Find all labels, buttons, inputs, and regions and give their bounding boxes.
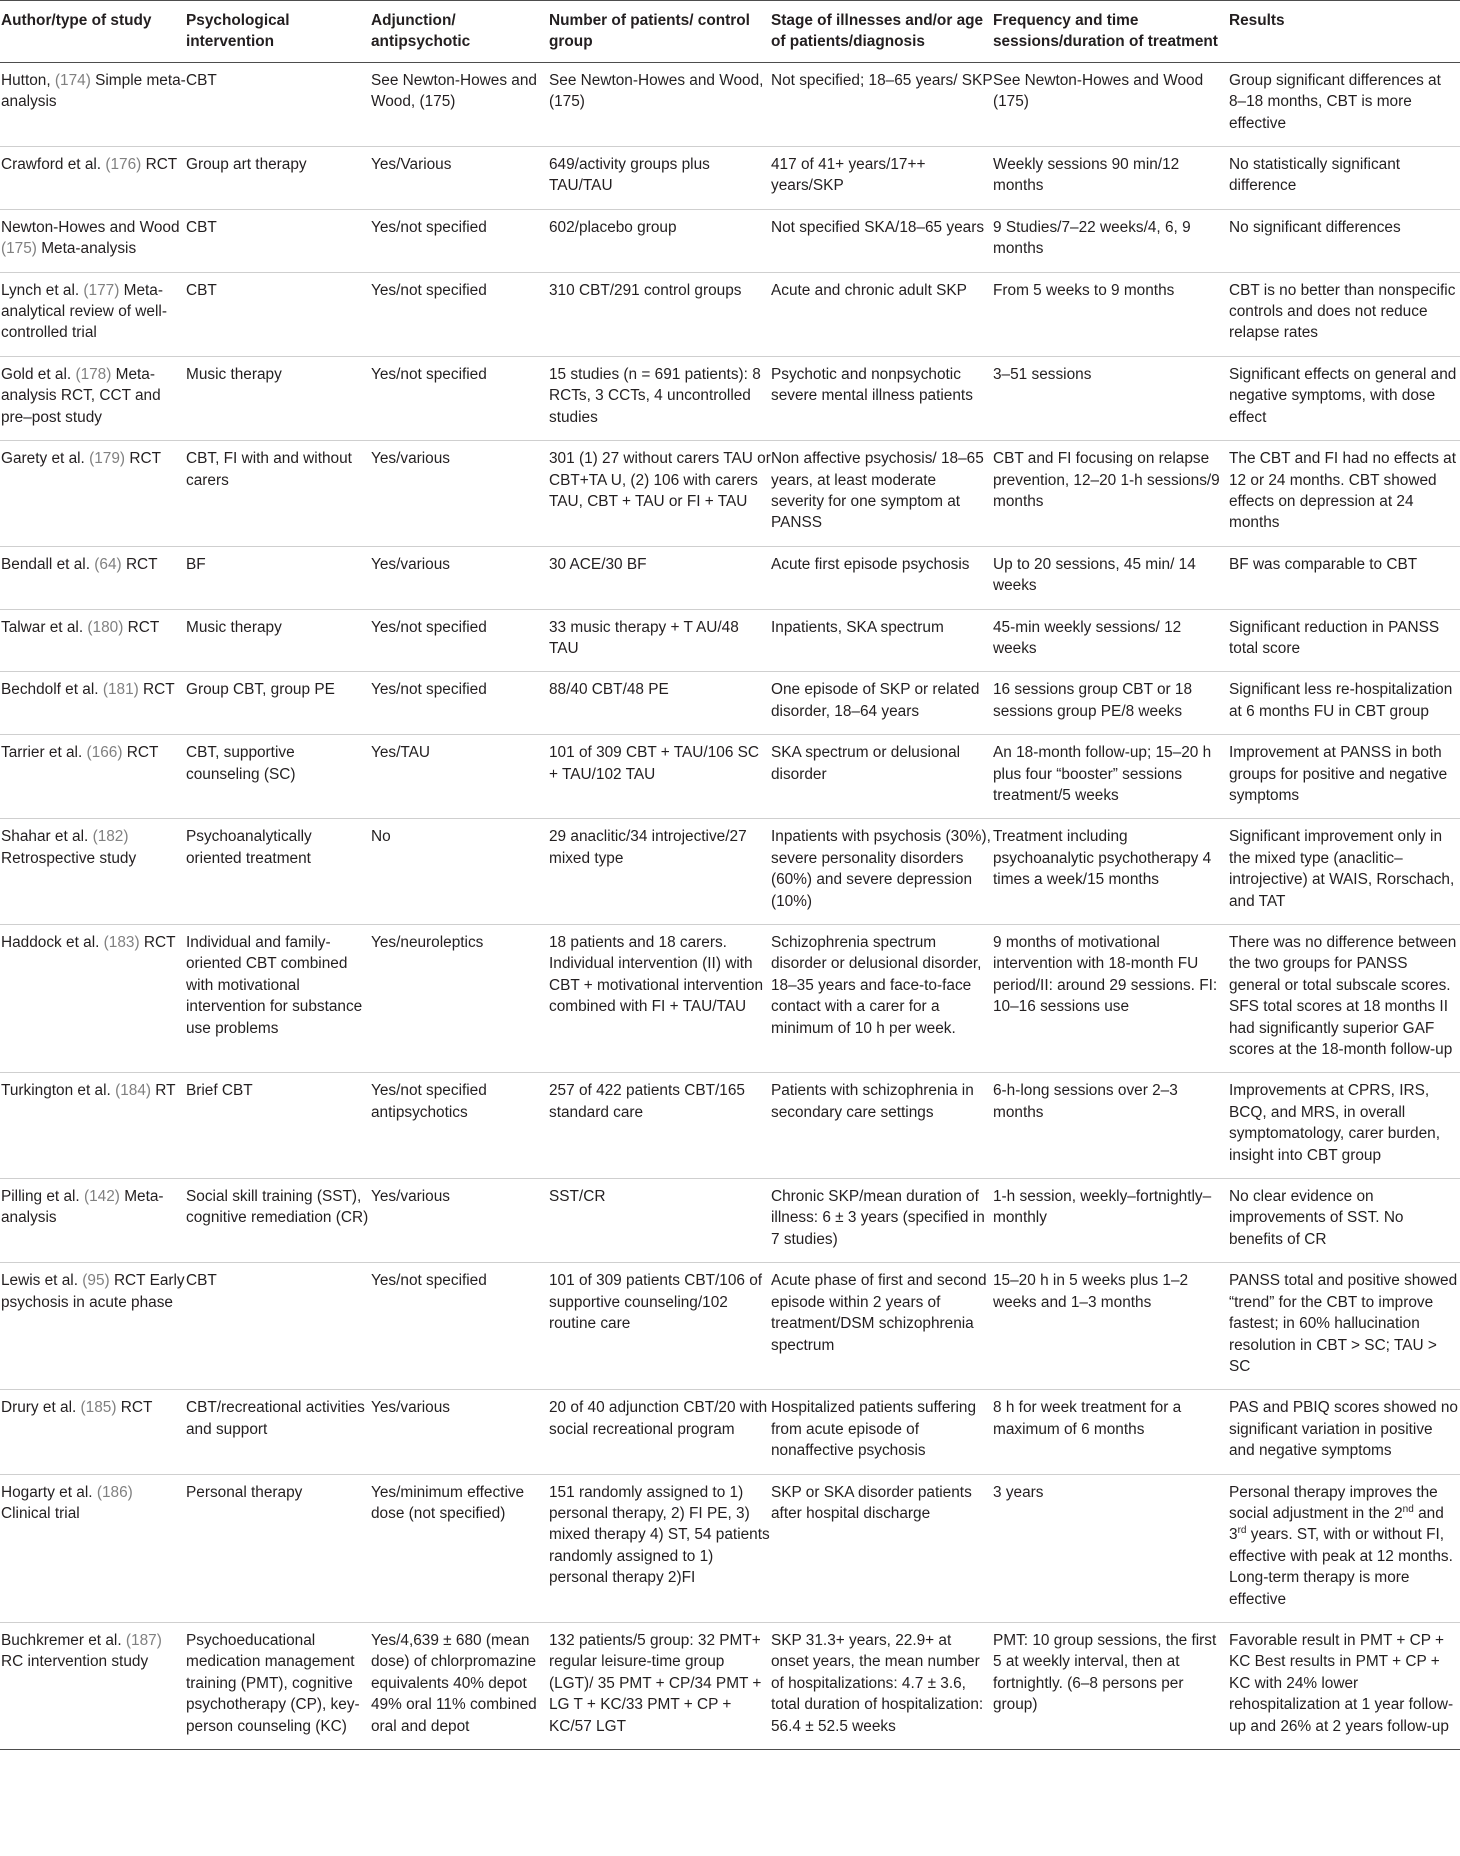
- cell-author: [0, 546, 186, 609]
- study-type: RCT: [145, 156, 178, 174]
- cell-results: [1229, 1474, 1460, 1622]
- cell-results: Significant improvement only in the mixed type (anaclitic–introjective) at WAIS, Rorschach, and TAT: [1229, 828, 1455, 910]
- cell-adjunction: Yes/4,639 ± 680 (mean dose) of chlorpromazine equivalents 40% depot 49% oral 11% combined oral and depot: [371, 1631, 537, 1735]
- table-row: [0, 609, 1460, 672]
- cell-results: CBT is no better than nonspecific controls and does not reduce relapse rates: [1229, 281, 1456, 342]
- study-type: RCT: [129, 450, 161, 468]
- cell-intervention: Music therapy: [186, 618, 282, 636]
- cell-patients: 602/placebo group: [549, 218, 677, 236]
- cell-author: [0, 62, 186, 146]
- header-results: Results: [1229, 12, 1285, 29]
- cell-patients: 18 patients and 18 carers. Individual intervention (II) with CBT + motivational intervention combined with FI + TAU/TAU: [549, 934, 764, 1016]
- table-row: [0, 441, 1460, 547]
- cell-author: [0, 609, 186, 672]
- cell-intervention: Social skill training (SST), cognitive remediation (CR): [186, 1188, 369, 1227]
- cell-frequency: 9 months of motivational intervention with 18-month FU period/II: around 29 sessions. FI: 10–16 sessions use: [993, 934, 1218, 1016]
- cell-intervention: Individual and family-oriented CBT combined with motivational intervention for substance use problems: [186, 934, 363, 1037]
- cell-adjunction: Yes/not specified: [371, 681, 487, 699]
- cell-adjunction: No: [371, 828, 391, 846]
- cell-results: Improvement at PANSS in both groups for positive and negative symptoms: [1229, 744, 1448, 804]
- cell-patients: 101 of 309 CBT + TAU/106 SC + TAU/102 TAU: [549, 744, 760, 783]
- reference-number: (174): [54, 71, 91, 89]
- cell-stage: Psychotic and nonpsychotic severe mental illness patients: [771, 365, 973, 405]
- study-type: Meta-analysis RCT, CCT and pre–post study: [1, 365, 161, 426]
- author-name: Hogarty et al.: [1, 1483, 93, 1501]
- results-text: years. ST, with or without FI, effective with peak at 12 months. Long-term therapy is more effective: [1229, 1526, 1453, 1608]
- cell-stage: SKA spectrum or delusional disorder: [771, 744, 961, 783]
- cell-author: [0, 1390, 186, 1474]
- cell-author: [0, 272, 186, 356]
- table-row: [0, 1390, 1460, 1474]
- cell-adjunction: Yes/not specified: [371, 281, 487, 299]
- cell-results: Significant less re-hospitalization at 6 months FU in CBT group: [1229, 681, 1453, 720]
- header-adjunction: Adjunction/ antipsychotic: [371, 12, 471, 51]
- cell-frequency: 8 h for week treatment for a maximum of 6 months: [993, 1399, 1182, 1438]
- cell-results: Group significant differences at 8–18 months, CBT is more effective: [1229, 71, 1441, 132]
- author-name: Bendall et al.: [1, 555, 90, 573]
- cell-stage: Schizophrenia spectrum disorder or delusional disorder, 18–35 years and face-to-face contact with a carer for a minimum of 10 h per week.: [771, 934, 982, 1037]
- cell-results: Improvements at CPRS, IRS, BCQ, and MRS, in overall symptomatology, carer burden, insight into CBT group: [1229, 1082, 1441, 1164]
- cell-frequency: 3–51 sessions: [993, 365, 1092, 383]
- cell-results: No clear evidence on improvements of SST. No benefits of CR: [1229, 1188, 1404, 1248]
- cell-frequency: Treatment including psychoanalytic psychotherapy 4 times a week/15 months: [993, 828, 1212, 889]
- author-name: Tarrier et al.: [1, 744, 83, 762]
- cell-stage: SKP or SKA disorder patients after hospital discharge: [771, 1483, 972, 1522]
- reference-number: (180): [87, 618, 124, 636]
- cell-intervention: CBT, FI with and without carers: [186, 450, 352, 489]
- cell-intervention: Psychoanalytically oriented treatment: [186, 828, 312, 867]
- study-type: RCT: [143, 934, 176, 951]
- cell-stage: Not specified SKA/18–65 years: [771, 218, 985, 236]
- cell-frequency: PMT: 10 group sessions, the first 5 at weekly interval, then at fortnightly. (6–8 persons per group): [993, 1631, 1217, 1714]
- cell-author: [0, 147, 186, 210]
- table-row: [0, 819, 1460, 925]
- cell-frequency: 3 years: [993, 1483, 1044, 1501]
- author-name: Turkington et al.: [1, 1082, 111, 1100]
- reference-number: (187): [125, 1631, 162, 1649]
- header-author: Author/type of study: [1, 12, 152, 29]
- reference-number: (184): [115, 1082, 152, 1100]
- cell-results: PAS and PBIQ scores showed no significant variation in positive and negative symptoms: [1229, 1399, 1458, 1460]
- cell-frequency: An 18-month follow-up; 15–20 h plus four “booster” sessions treatment/5 weeks: [993, 744, 1212, 804]
- cell-stage: Acute first episode psychosis: [771, 555, 970, 573]
- author-name: Drury et al.: [1, 1399, 77, 1417]
- table-row: [0, 62, 1460, 146]
- cell-results: Significant reduction in PANSS total score: [1229, 618, 1440, 657]
- reference-number: (181): [102, 681, 139, 699]
- cell-adjunction: Yes/minimum effective dose (not specified): [371, 1483, 525, 1522]
- author-name: Haddock et al.: [1, 934, 100, 951]
- cell-adjunction: Yes/not specified: [371, 365, 487, 383]
- cell-intervention: CBT: [186, 218, 217, 236]
- cell-frequency: 6-h-long sessions over 2–3 months: [993, 1082, 1178, 1121]
- cell-author: [0, 209, 186, 272]
- header-row: [0, 1, 1460, 63]
- cell-adjunction: Yes/Various: [371, 156, 452, 174]
- cell-patients: 301 (1) 27 without carers TAU or CBT+TA U, (2) 106 with carers TAU, CBT + TAU or FI + TAU: [549, 450, 771, 510]
- cell-frequency: 16 sessions group CBT or 18 sessions group PE/8 weeks: [993, 681, 1193, 720]
- cell-intervention: CBT, supportive counseling (SC): [186, 744, 296, 783]
- reference-number: (177): [83, 281, 120, 299]
- cell-frequency: CBT and FI focusing on relapse prevention, 12–20 1-h sessions/9 months: [993, 450, 1220, 510]
- cell-intervention: Music therapy: [186, 365, 282, 383]
- cell-intervention: CBT: [186, 71, 217, 89]
- study-type: Meta-analysis: [41, 240, 137, 258]
- cell-author: [0, 925, 186, 1073]
- cell-intervention: BF: [186, 555, 206, 573]
- table-row: [0, 1179, 1460, 1263]
- cell-author: [0, 819, 186, 925]
- cell-frequency: 1-h session, weekly–fortnightly–monthly: [993, 1188, 1212, 1227]
- cell-frequency: From 5 weeks to 9 months: [993, 281, 1175, 299]
- table-row: [0, 209, 1460, 272]
- cell-author: [0, 672, 186, 735]
- author-name: Newton-Howes and Wood: [1, 218, 180, 236]
- cell-results: Favorable result in PMT + CP + KC Best results in PMT + CP + KC with 24% lower rehospitalization at 1 year follow-up and 26% at 2 years follow-up: [1229, 1631, 1454, 1735]
- cell-author: [0, 1073, 186, 1179]
- ordinal-suffix: rd: [1237, 1525, 1247, 1537]
- header-frequency: Frequency and time sessions/duration of treatment: [993, 12, 1218, 51]
- cell-intervention: Psychoeducational medication management training (PMT), cognitive psychotherapy (CP), key-person counseling (KC): [186, 1631, 360, 1735]
- cell-patients: 257 of 422 patients CBT/165 standard care: [549, 1082, 745, 1121]
- cell-patients: 649/activity groups plus TAU/TAU: [549, 156, 710, 195]
- cell-results: No statistically significant difference: [1229, 156, 1401, 195]
- cell-patients: 151 randomly assigned to 1) personal therapy, 2) FI PE, 3) mixed therapy 4) ST, 54 patients randomly assigned to 1) personal therapy 2)FI: [549, 1483, 770, 1587]
- results-text: and 3: [1229, 1504, 1444, 1544]
- cell-stage: Inpatients with psychosis (30%), severe personality disorders (60%) and severe depression (10%): [771, 828, 991, 910]
- cell-stage: Acute phase of first and second episode within 2 years of treatment/DSM schizophrenia spectrum: [771, 1272, 987, 1354]
- cell-intervention: Group art therapy: [186, 156, 307, 174]
- cell-frequency: 9 Studies/7–22 weeks/4, 6, 9 months: [993, 218, 1191, 258]
- cell-stage: Not specified; 18–65 years/ SKP: [771, 71, 993, 89]
- table-row: [0, 925, 1460, 1073]
- cell-adjunction: Yes/various: [371, 1188, 450, 1206]
- cell-intervention: CBT/recreational activities and support: [186, 1399, 365, 1438]
- table-header: [0, 1, 1460, 63]
- reference-number: (176): [105, 156, 142, 174]
- cell-intervention: CBT: [186, 1272, 217, 1290]
- table-row: [0, 1622, 1460, 1749]
- header-stage: Stage of illnesses and/or age of patients/diagnosis: [771, 12, 984, 51]
- cell-stage: Patients with schizophrenia in secondary care settings: [771, 1082, 974, 1121]
- author-name: Talwar et al.: [1, 618, 84, 636]
- ordinal-suffix: nd: [1402, 1503, 1414, 1515]
- results-text: Personal therapy improves the social adjustment in the 2: [1229, 1483, 1438, 1522]
- cell-stage: Acute and chronic adult SKP: [771, 281, 967, 299]
- cell-patients: SST/CR: [549, 1188, 606, 1206]
- study-type: RCT: [120, 1399, 153, 1417]
- cell-intervention: CBT: [186, 281, 217, 299]
- cell-intervention: Group CBT, group PE: [186, 681, 335, 699]
- cell-patients: 33 music therapy + T AU/48 TAU: [549, 618, 739, 657]
- cell-results: There was no difference between the two groups for PANSS general or total subscale scores. SFS total scores at 18 months II had significantly superior GAF scores at the 18-month follow-up: [1229, 934, 1457, 1059]
- cell-stage: One episode of SKP or related disorder, 18–64 years: [771, 681, 980, 720]
- cell-frequency: 45-min weekly sessions/ 12 weeks: [993, 618, 1182, 657]
- reference-number: (178): [75, 365, 112, 383]
- cell-patients: 132 patients/5 group: 32 PMT+ regular leisure-time group (LGT)/ 35 PMT + CP/34 PMT + LG T + KC/33 PMT + CP + KC/57 LGT: [549, 1631, 762, 1735]
- cell-stage: Chronic SKP/mean duration of illness: 6 ± 3 years (specified in 7 studies): [771, 1188, 985, 1248]
- author-name: Pilling et al.: [1, 1188, 80, 1206]
- table-body: [0, 62, 1460, 1749]
- cell-results: No significant differences: [1229, 218, 1401, 236]
- study-type: RCT: [125, 555, 158, 573]
- reference-number: (175): [1, 240, 37, 258]
- study-type: RT: [155, 1082, 176, 1100]
- reference-number: (183): [103, 934, 140, 951]
- table-row: [0, 1263, 1460, 1390]
- table-row: [0, 356, 1460, 440]
- cell-stage: Non affective psychosis/ 18–65 years, at least moderate severity for one symptom at PANSS: [771, 450, 984, 532]
- cell-intervention: Brief CBT: [186, 1082, 253, 1100]
- reference-number: (186): [96, 1483, 133, 1501]
- author-name: Bechdolf et al.: [1, 681, 99, 699]
- cell-patients: 101 of 309 patients CBT/106 of supportive counseling/102 routine care: [549, 1272, 763, 1333]
- reference-number: (179): [89, 450, 126, 468]
- cell-author: [0, 1263, 186, 1390]
- cell-patients: 310 CBT/291 control groups: [549, 281, 742, 299]
- cell-stage: Hospitalized patients suffering from acute episode of nonaffective psychosis: [771, 1399, 977, 1460]
- reference-number: (64): [94, 555, 122, 573]
- cell-results: BF was comparable to CBT: [1229, 555, 1418, 573]
- cell-frequency: Up to 20 sessions, 45 min/ 14 weeks: [993, 555, 1196, 595]
- reference-number: (182): [92, 828, 129, 846]
- cell-adjunction: Yes/neuroleptics: [371, 934, 484, 951]
- cell-author: [0, 1622, 186, 1749]
- study-type: RCT: [143, 681, 175, 699]
- author-name: Shahar et al.: [1, 828, 89, 846]
- cell-stage: Inpatients, SKA spectrum: [771, 618, 944, 636]
- cell-patients: 15 studies (n = 691 patients): 8 RCTs, 3 CCTs, 4 uncontrolled studies: [549, 365, 761, 426]
- reference-number: (166): [86, 744, 123, 762]
- cell-adjunction: Yes/not specified: [371, 618, 487, 636]
- header-intervention: Psychological intervention: [186, 12, 290, 51]
- cell-results: Significant effects on general and negative symptoms, with dose effect: [1229, 365, 1457, 426]
- table-row: [0, 546, 1460, 609]
- cell-patients: 20 of 40 adjunction CBT/20 with social recreational program: [549, 1399, 768, 1438]
- reference-number: (95): [82, 1272, 110, 1290]
- cell-author: [0, 1179, 186, 1263]
- table-row: [0, 272, 1460, 356]
- author-name: Gold et al.: [1, 365, 72, 383]
- cell-adjunction: See Newton-Howes and Wood, (175): [371, 71, 537, 111]
- cell-adjunction: Yes/not specified: [371, 218, 487, 236]
- table-row: [0, 672, 1460, 735]
- cell-frequency: Weekly sessions 90 min/12 months: [993, 156, 1180, 195]
- header-patients: Number of patients/ control group: [549, 12, 750, 51]
- study-type: Simple meta-analysis: [1, 71, 186, 111]
- cell-results: The CBT and FI had no effects at 12 or 24 months. CBT showed effects on depression at 24 months: [1229, 450, 1457, 532]
- table-row: [0, 147, 1460, 210]
- reference-number: (142): [84, 1188, 120, 1206]
- cell-adjunction: Yes/not specified antipsychotics: [371, 1082, 487, 1121]
- study-type: Meta-analytical review of well-controlled trial: [1, 281, 167, 342]
- study-type: RCT: [126, 744, 159, 762]
- cell-patients: 88/40 CBT/48 PE: [549, 681, 669, 699]
- author-name: Crawford et al.: [1, 156, 102, 174]
- author-name: Lewis et al.: [1, 1272, 78, 1290]
- cell-adjunction: Yes/various: [371, 1399, 450, 1417]
- author-name: Hutton,: [1, 71, 51, 89]
- cell-adjunction: Yes/not specified: [371, 1272, 487, 1290]
- author-name: Buchkremer et al.: [1, 1631, 122, 1649]
- cell-author: [0, 735, 186, 819]
- cell-intervention: Personal therapy: [186, 1483, 303, 1501]
- cell-frequency: 15–20 h in 5 weeks plus 1–2 weeks and 1–3 months: [993, 1272, 1189, 1311]
- cell-stage: SKP 31.3+ years, 22.9+ at onset years, the mean number of hospitalizations: 4.7 ± 3.6, total duration of hospitalization: 56.4 ± 52.5 weeks: [771, 1631, 984, 1735]
- cell-author: [0, 441, 186, 547]
- cell-author: [0, 1474, 186, 1622]
- table-row: [0, 1073, 1460, 1179]
- cell-author: [0, 356, 186, 440]
- study-type: Retrospective study: [1, 849, 137, 867]
- reference-number: (185): [80, 1399, 117, 1417]
- cell-adjunction: Yes/various: [371, 555, 450, 573]
- cell-patients: See Newton-Howes and Wood, (175): [549, 71, 764, 111]
- cell-adjunction: Yes/TAU: [371, 744, 431, 762]
- study-type: RCT Early psychosis in acute phase: [1, 1272, 185, 1311]
- cell-patients: 30 ACE/30 BF: [549, 555, 647, 573]
- author-name: Lynch et al.: [1, 281, 80, 299]
- study-type: RCT: [127, 618, 160, 636]
- study-type: Clinical trial: [1, 1504, 80, 1522]
- study-type: RC intervention study: [1, 1653, 149, 1671]
- cell-adjunction: Yes/various: [371, 450, 450, 468]
- cell-results: PANSS total and positive showed “trend” for the CBT to improve fastest; in 60% hallucination resolution in CBT > SC; TAU > SC: [1229, 1272, 1458, 1375]
- author-name: Garety et al.: [1, 450, 85, 468]
- cell-patients: 29 anaclitic/34 introjective/27 mixed type: [549, 828, 747, 867]
- study-type: Meta-analysis: [1, 1188, 164, 1227]
- table-row: [0, 1474, 1460, 1622]
- table-row: [0, 735, 1460, 819]
- cell-frequency: See Newton-Howes and Wood (175): [993, 71, 1204, 111]
- cell-stage: 417 of 41+ years/17++ years/SKP: [771, 156, 926, 195]
